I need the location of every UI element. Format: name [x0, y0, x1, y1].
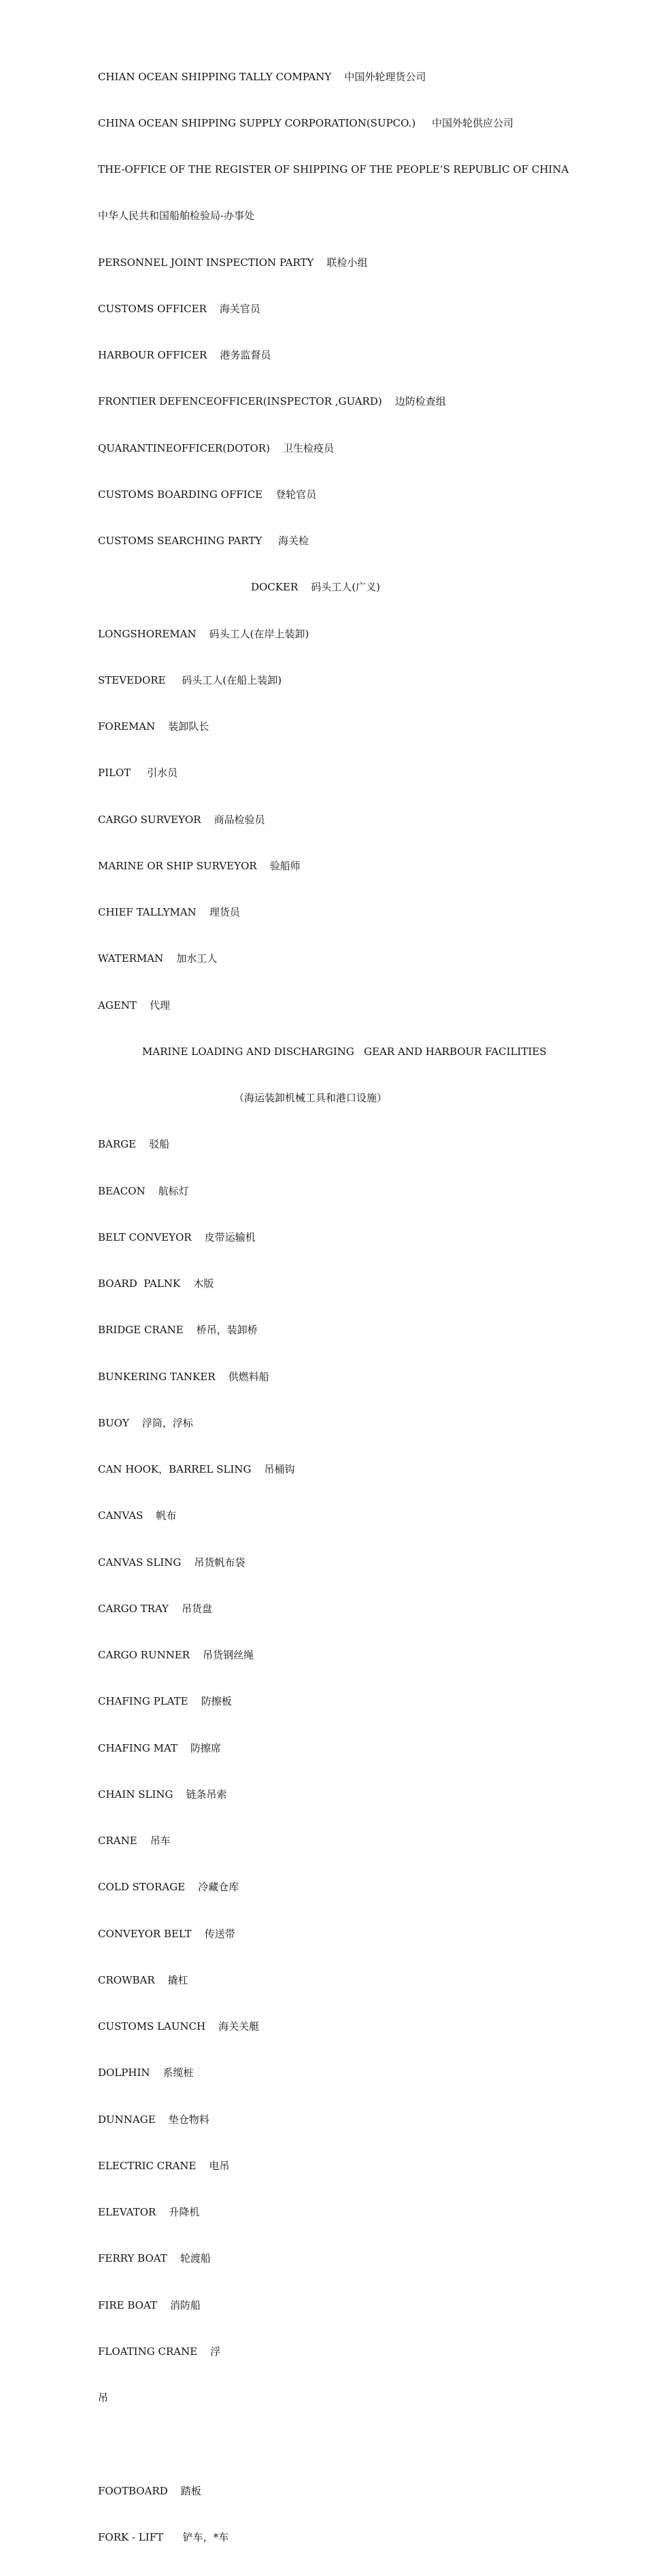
text-line: DUNNAGE 垫仓物料	[98, 2113, 209, 2126]
text-line: CUSTOMS OFFICER 海关官员	[98, 302, 260, 315]
text-line: CHINA OCEAN SHIPPING SUPPLY CORPORATION(SUPCO.) 中国外轮供应公司	[98, 116, 514, 129]
text-line: PILOT 引水员	[98, 767, 178, 780]
text-line: FORK - LIFT 铲车，*车	[98, 2530, 229, 2543]
text-line: CONVEYOR BELT 传送带	[98, 1927, 235, 1940]
text-line: FOOTBOARD 踏板	[98, 2484, 201, 2497]
text-line: DOLPHIN 系缆桩	[98, 2067, 194, 2079]
text-line: CANVAS 帆布	[98, 1509, 177, 1522]
text-line: FLOATING CRANE 浮	[98, 2345, 221, 2358]
text-line: STEVEDORE 码头工人(在船上装卸)	[98, 673, 282, 686]
text-line: THE-OFFICE OF THE REGISTER OF SHIPPING OF THE PEOPLE’S REPUBLIC OF CHINA	[98, 163, 569, 175]
text-line: PERSONNEL JOINT INSPECTION PARTY 联检小组	[98, 256, 368, 269]
text-line: 吊	[98, 2392, 109, 2404]
text-line: CHIEF TALLYMAN 理货员	[98, 906, 240, 918]
text-line: CROWBAR 撬杠	[98, 1973, 188, 1986]
text-line: LONGSHOREMAN 码头工人(在岸上装卸)	[98, 627, 309, 640]
text-line: FRONTIER DEFENCEOFFICER(INSPECTOR ,GUARD) 边防检查组	[98, 395, 446, 408]
text-line: QUARANTINEOFFICER(DOTOR) 卫生检疫员	[98, 441, 335, 454]
text-line: CHAIN SLING 链条吊索	[98, 1788, 227, 1801]
text-line: FOREMAN 装卸队长	[98, 720, 209, 733]
text-line: CHIAN OCEAN SHIPPING TALLY COMPANY 中国外轮理货公司	[98, 70, 426, 83]
text-line: CUSTOMS BOARDING OFFICE 登轮官员	[98, 488, 317, 501]
text-line: FERRY BOAT 轮渡船	[98, 2252, 211, 2265]
glossary-text	[98, 38, 628, 2576]
text-line: DOCKER 码头工人(广义)	[251, 581, 381, 594]
text-line: COLD STORAGE 冷藏仓库	[98, 1881, 239, 1894]
blank-line	[98, 2437, 628, 2452]
text-line: BUOY 浮筒，浮标	[98, 1416, 193, 1429]
text-line: FIRE BOAT 消防船	[98, 2298, 201, 2311]
text-line: MARINE OR SHIP SURVEYOR 验船师	[98, 859, 301, 872]
text-line: ELEVATOR 升降机	[98, 2206, 200, 2218]
text-line: WATERMAN 加水工人	[98, 952, 218, 965]
text-line: CHAFING MAT 防擦席	[98, 1741, 222, 1754]
section-subheading: （海运装卸机械工具和港口设施）	[234, 1092, 388, 1104]
text-line: CHAFING PLATE 防擦板	[98, 1695, 232, 1708]
text-line: AGENT 代理	[98, 999, 170, 1011]
text-line: CUSTOMS SEARCHING PARTY 海关检	[98, 535, 309, 547]
text-line: CRANE 吊车	[98, 1835, 171, 1847]
text-line: CANVAS SLING 吊货帆布袋	[98, 1556, 245, 1569]
text-line: BELT CONVEYOR 皮带运输机	[98, 1231, 256, 1243]
text-line: CARGO SURVEYOR 商品检验员	[98, 813, 265, 826]
section-heading: MARINE LOADING AND DISCHARGING GEAR AND HARBOUR FACILITIES	[142, 1045, 547, 1058]
text-line: 中华人民共和国船舶检验局-办事处	[98, 210, 255, 222]
text-line: CARGO RUNNER 吊货钢丝绳	[98, 1649, 254, 1661]
text-line: BOARD PALNK 木版	[98, 1277, 214, 1290]
text-line: BRIDGE CRANE 桥吊，装卸桥	[98, 1324, 258, 1337]
text-line: HARBOUR OFFICER 港务监督员	[98, 349, 271, 361]
text-line: CUSTOMS LAUNCH 海关关艇	[98, 2020, 260, 2033]
text-line: ELECTRIC CRANE 电吊	[98, 2159, 230, 2172]
text-line: BUNKERING TANKER 供燃料船	[98, 1370, 269, 1383]
text-line: CAN HOOK，BARREL SLING 吊桶钩	[98, 1463, 295, 1475]
text-line: CARGO TRAY 吊货盘	[98, 1602, 213, 1615]
text-line: BEACON 航标灯	[98, 1184, 189, 1197]
text-line: BARGE 驳船	[98, 1138, 170, 1151]
